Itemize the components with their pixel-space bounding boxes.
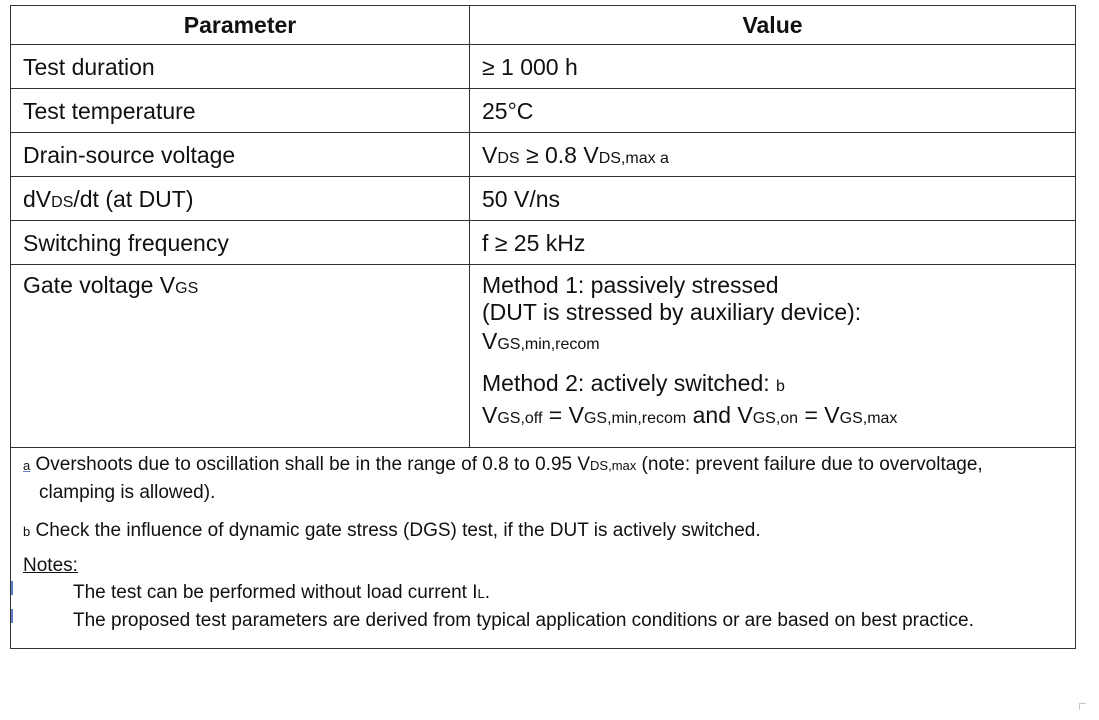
vgs-sub: GS,min,recom xyxy=(497,336,600,353)
notes-row xyxy=(11,448,1076,649)
list-item xyxy=(23,607,1063,634)
param-pre: Gate voltage V xyxy=(23,272,176,298)
footnote-b-text: Check the influence of dynamic gate stress (DGS) test, if the DUT is actively switched. xyxy=(30,520,761,541)
parameter-cell: Drain-source voltage xyxy=(11,133,470,177)
footnote-a-sub: DS,max xyxy=(590,458,637,473)
parameter-cell: Test temperature xyxy=(11,89,470,133)
sub-gs-max: GS,max xyxy=(839,410,898,427)
notes-cell xyxy=(11,448,1076,649)
value-sub-max: DS,max a xyxy=(598,150,669,167)
header-value: Value xyxy=(470,6,1076,45)
dash-marker-icon xyxy=(11,581,13,595)
table-row xyxy=(11,133,1076,177)
dash-marker-icon xyxy=(11,609,13,623)
note-sub: L xyxy=(477,586,485,601)
method-2-equation xyxy=(482,400,1075,434)
table-row xyxy=(11,265,1076,448)
table-row xyxy=(11,221,1076,265)
table-row xyxy=(11,177,1076,221)
param-post: /dt (at DUT) xyxy=(73,186,194,212)
method-1-line2: (DUT is stressed by auxiliary device): xyxy=(482,299,862,325)
value-cell xyxy=(470,133,1076,177)
notes-title: Notes: xyxy=(23,555,78,576)
footnote-a xyxy=(23,451,1063,506)
v-symbol: V xyxy=(482,328,498,354)
note-post: . xyxy=(484,582,491,603)
header-parameter: Parameter xyxy=(11,6,470,45)
value-cell: ≥ 1 000 h xyxy=(470,45,1076,89)
eq-text: = V xyxy=(542,402,584,428)
sub-gs-min-recom: GS,min,recom xyxy=(583,410,687,427)
table-row xyxy=(11,45,1076,89)
value-main: V xyxy=(482,142,498,168)
method-1-vgs xyxy=(482,326,1075,360)
sub-gs-off: GS,off xyxy=(497,410,543,427)
param-sub: DS xyxy=(51,194,74,211)
note-text: The proposed test parameters are derived from typical application conditions or are based on best practice. xyxy=(73,610,974,631)
and-text: and V xyxy=(686,402,753,428)
sub-gs-on: GS,on xyxy=(752,410,799,427)
header-row xyxy=(11,6,1076,45)
value-cell xyxy=(470,265,1076,448)
method-2-text: Method 2: actively switched: xyxy=(482,370,777,396)
note-text: The test can be performed without load current I xyxy=(73,582,478,603)
method-2-block xyxy=(482,370,1075,434)
footnote-a-text: Overshoots due to oscillation shall be in the range of 0.8 to 0.95 V xyxy=(30,454,591,475)
footnote-b xyxy=(23,517,1063,545)
v-symbol: V xyxy=(482,402,498,428)
method-2-line1 xyxy=(482,370,1075,400)
value-sub: DS xyxy=(497,150,520,167)
notes-list xyxy=(23,579,1063,634)
value-mid: ≥ 0.8 V xyxy=(519,142,599,168)
corner-crop-mark-icon xyxy=(1079,703,1086,710)
method-1-line1: Method 1: passively stressed xyxy=(482,272,779,298)
value-cell: 50 V/ns xyxy=(470,177,1076,221)
method-1-block xyxy=(482,272,1075,360)
table-row xyxy=(11,89,1076,133)
param-sub: GS xyxy=(175,280,199,297)
parameter-cell: Switching frequency xyxy=(11,221,470,265)
parameter-cell: Test duration xyxy=(11,45,470,89)
list-item xyxy=(23,579,1063,607)
method-2-mark: b xyxy=(776,378,785,395)
eq-text: = V xyxy=(798,402,840,428)
parameter-cell xyxy=(11,177,470,221)
parameter-cell xyxy=(11,265,470,448)
value-cell: f ≥ 25 kHz xyxy=(470,221,1076,265)
footnote-a-mark: a xyxy=(23,458,31,473)
param-pre: dV xyxy=(23,186,52,212)
footnote-b-mark: b xyxy=(23,524,31,539)
value-cell: 25°C xyxy=(470,89,1076,133)
footnote-a-text2: (note: prevent failure due to overvoltage, clamping is allowed). xyxy=(39,454,983,503)
test-parameters-table xyxy=(10,5,1076,649)
